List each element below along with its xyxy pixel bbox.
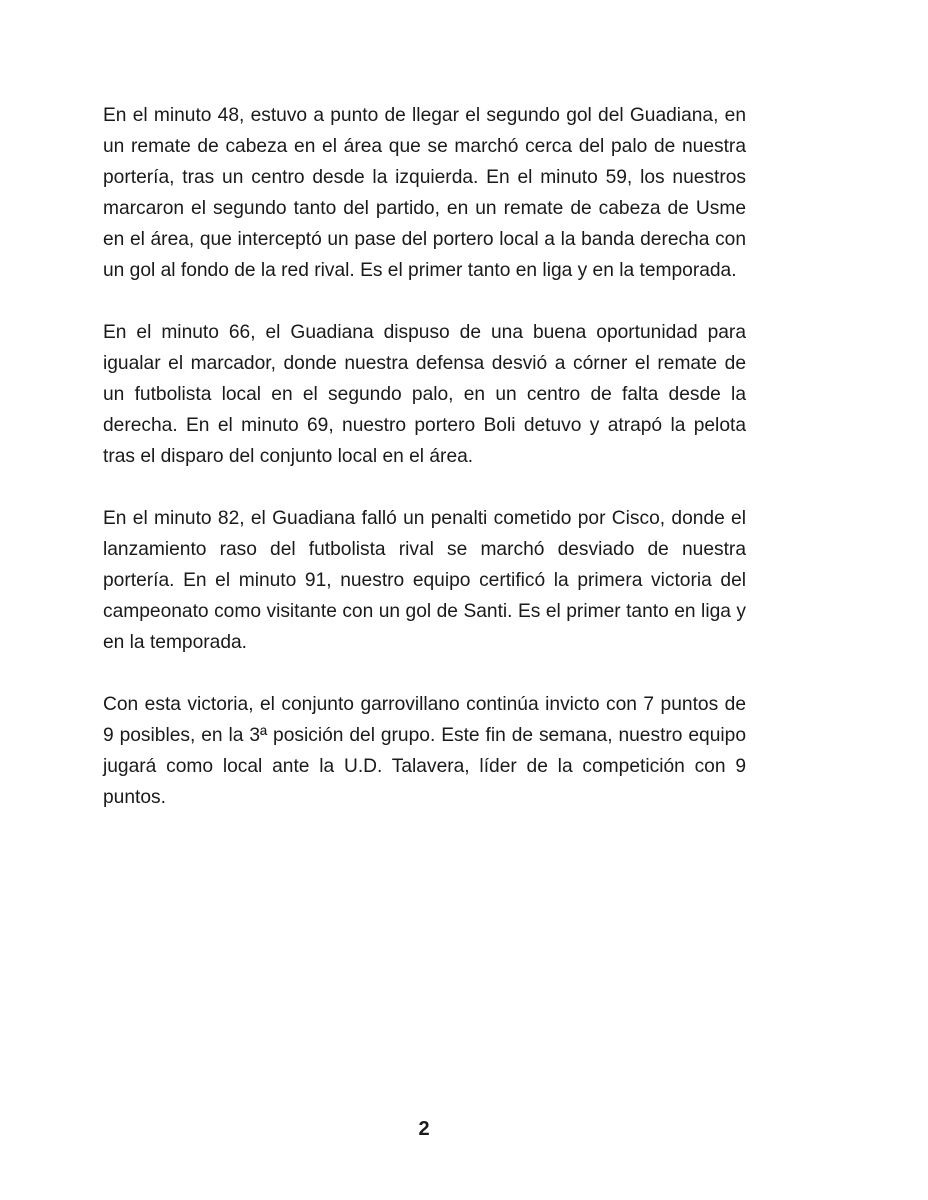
article-body [103, 100, 746, 844]
paragraph-3: En el minuto 82, el Guadiana falló un penalti cometido por Cisco, donde el lanzamiento raso del futbolista rival se marchó desviado de nuestra portería. En el minuto 91, nuestro equipo certificó la primera victoria del campeonato como visitante con un gol de Santi. Es el primer tanto en liga y en la temporada. [103, 508, 746, 653]
paragraph-1: En el minuto 48, estuvo a punto de llegar el segundo gol del Guadiana, en un remate de cabeza en el área que se marchó cerca del palo de nuestra portería, tras un centro desde la izquierda. En el minuto 59, los nuestros marcaron el segundo tanto del partido, en un remate de cabeza de Usme en el área, que interceptó un pase del portero local a la banda derecha con un gol al fondo de la red rival. Es el primer tanto en liga y en la temporada. [103, 105, 746, 281]
paragraph-2: En el minuto 66, el Guadiana dispuso de una buena oportunidad para igualar el marcador, donde nuestra defensa desvió a córner el remate de un futbolista local en el segundo palo, en un centro de falta desde la derecha. En el minuto 69, nuestro portero Boli detuvo y atrapó la pelota tras el disparo del conjunto local en el área. [103, 322, 746, 467]
paragraph-4: Con esta victoria, el conjunto garrovillano continúa invicto con 7 puntos de 9 posibles, en la 3ª posición del grupo. Este fin de semana, nuestro equipo jugará como local ante la U.D. Talavera, líder de la competición con 9 puntos. [103, 694, 746, 808]
page-number: 2 [418, 1118, 430, 1140]
